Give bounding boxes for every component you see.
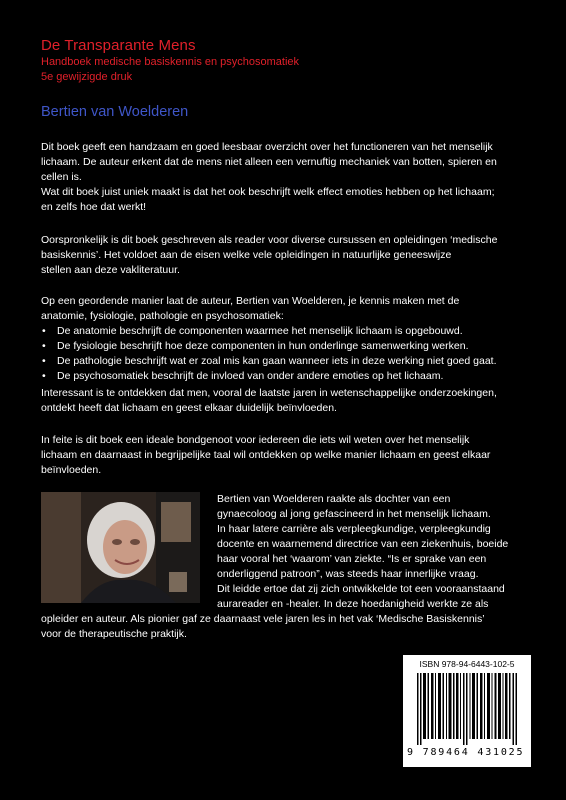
barcode-icon <box>415 673 519 745</box>
list-item-text: De anatomie beschrijft de componenten waarmee het menselijk lichaam is opgebouwd. <box>57 325 463 337</box>
text-line: Op een geordende manier laat de auteur, Bertien van Woelderen, je kennis maken met de <box>41 295 460 307</box>
bullet-icon: • <box>42 340 46 352</box>
text-line: Dit boek geeft een handzaam en goed leesbaar overzicht over het functioneren van het menselijk <box>41 141 493 153</box>
text-line: aurareader en -healer. In deze hoedanigheid werkte ze als <box>217 598 489 610</box>
text-line: opleider en auteur. Als pionier gaf ze daarnaast vele jaren les in het vak ‘Medische Basiskennis’ <box>41 613 485 625</box>
list-item-text: De pathologie beschrijft wat er zoal mis kan gaan wanneer iets in deze werking niet goed gaat. <box>57 355 497 367</box>
text-line: haar vooral het ‘waarom’ van ziekte. “Is er sprake van een <box>217 553 487 565</box>
text-line: Wat dit boek juist uniek maakt is dat het ook beschrijft welk effect emoties hebben op het lichaam; <box>41 186 495 198</box>
list-item <box>41 369 497 384</box>
list-item <box>41 339 497 354</box>
text-line: voor de therapeutische praktijk. <box>41 628 187 640</box>
text-line: cellen is. <box>41 171 82 183</box>
list-item-text: De fysiologie beschrijft hoe deze componenten in hun onderlinge samenwerking werken. <box>57 340 469 352</box>
text-line: onderliggend patroon”, was steeds haar innerlijke vraag. <box>217 568 479 580</box>
text-line: ontdekt heeft dat lichaam en geest elkaar duidelijk beïnvloeden. <box>41 402 337 414</box>
isbn-label: ISBN 978-94-6443-102-5 <box>419 659 515 669</box>
intro-paragraph <box>41 140 531 215</box>
text-line: lichaam en daarnaast in begrijpelijke taal wil ontdekken op welke manier lichaam en geest elkaar <box>41 449 491 461</box>
barcode-digits: 9 789464 431025 <box>407 747 525 758</box>
text-line: Dit leidde ertoe dat zij zich ontwikkelde tot een vooraanstaand <box>217 583 505 595</box>
research-paragraph <box>41 386 531 416</box>
bullet-icon: • <box>42 370 46 382</box>
origin-paragraph <box>41 233 531 278</box>
text-line: gynaecoloog al jong gefascineerd in het menselijk lichaam. <box>217 508 491 520</box>
author-bio <box>41 492 541 642</box>
text-line: en zelfs hoe dat werkt! <box>41 201 147 213</box>
list-item-text: De psychosomatiek beschrijft de invloed van onder andere emoties op het lichaam. <box>57 370 444 382</box>
text-line: anatomie, fysiologie, pathologie en psychosomatiek: <box>41 310 284 322</box>
topic-list <box>41 324 497 384</box>
text-line: Interessant is te ontdekken dat men, vooral de laatste jaren in wetenschappelijke onderzoekingen, <box>41 387 497 399</box>
text-line: beïnvloeden. <box>41 464 102 476</box>
structure-paragraph <box>41 294 531 324</box>
book-subtitle: Handboek medische basiskennis en psychosomatiek <box>41 56 300 68</box>
text-line: Bertien van Woelderen raakte als dochter van een <box>217 493 451 505</box>
text-line: lichaam. De auteur erkent dat de mens niet alleen een vernuftig mechaniek van botten, spieren en <box>41 156 497 168</box>
list-item <box>41 354 497 369</box>
author-name: Bertien van Woelderen <box>41 104 189 120</box>
conclusion-paragraph <box>41 433 531 478</box>
text-line: basiskennis’. Het voldoet aan de eisen welke vele opleidingen in natuurlijke geneeswijze <box>41 249 452 261</box>
book-title: De Transparante Mens <box>41 37 196 54</box>
text-line: In haar latere carrière als verpleegkundige, verpleegkundig <box>217 523 491 535</box>
text-line: Oorspronkelijk is dit boek geschreven als reader voor diverse cursussen en opleidingen ‘medische <box>41 234 498 246</box>
book-edition: 5e gewijzigde druk <box>41 71 133 83</box>
bullet-icon: • <box>42 355 46 367</box>
text-line: In feite is dit boek een ideale bondgenoot voor iedereen die iets wil weten over het menselijk <box>41 434 470 446</box>
bullet-icon: • <box>42 325 46 337</box>
text-line: docente en waarnemend directrice van een ziekenhuis, boeide <box>217 538 509 550</box>
isbn-barcode <box>403 655 531 767</box>
text-line: stellen aan deze vakliteratuur. <box>41 264 180 276</box>
list-item <box>41 324 497 339</box>
